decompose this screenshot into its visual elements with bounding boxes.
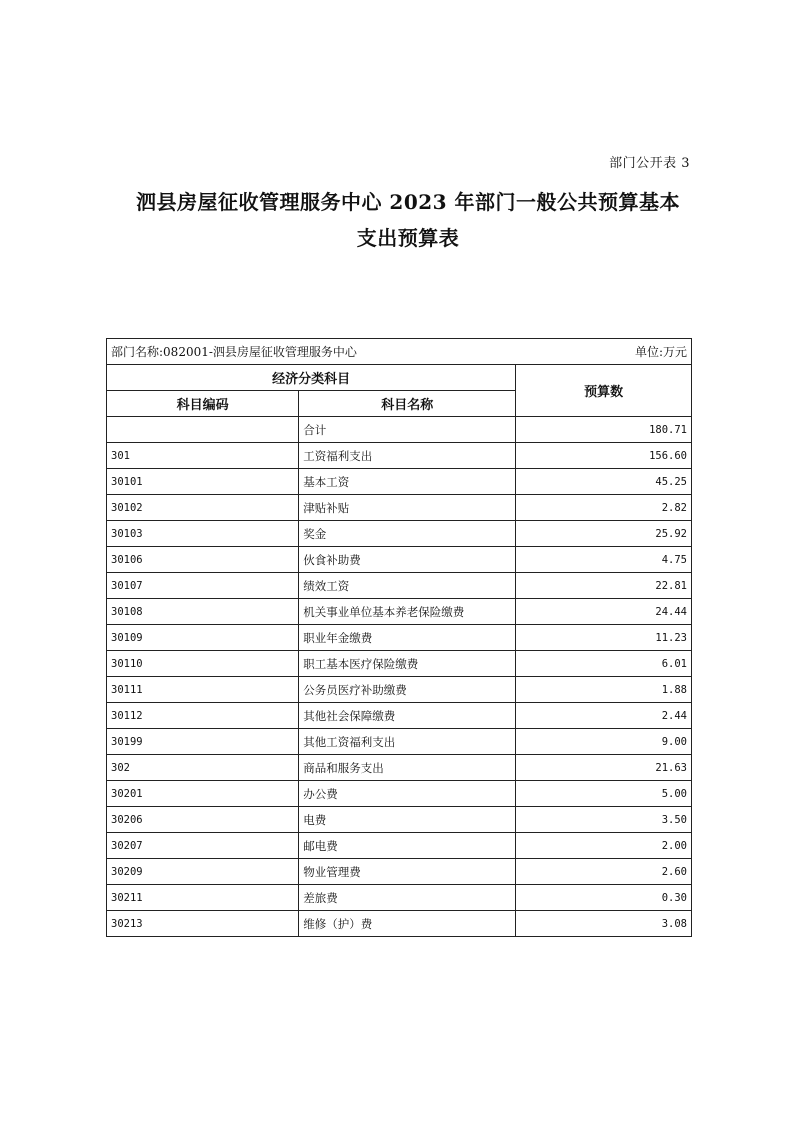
table-row [107, 729, 692, 755]
table-body [107, 339, 692, 937]
subject-name-cell: 机关事业单位基本养老保险缴费 [299, 599, 516, 625]
subject-code-cell: 30108 [107, 599, 299, 625]
table-row [107, 443, 692, 469]
subject-name-cell: 差旅费 [299, 885, 516, 911]
unit-label: 单位:万元 [634, 345, 687, 359]
table-row [107, 599, 692, 625]
economic-classification-header: 经济分类科目 [107, 365, 516, 391]
subject-code-cell: 30107 [107, 573, 299, 599]
department-name: 部门名称:082001-泗县房屋征收管理服务中心 [111, 345, 357, 359]
subject-name-cell: 公务员医疗补助缴费 [299, 677, 516, 703]
table-row [107, 469, 692, 495]
budget-amount-cell: 2.82 [516, 495, 692, 521]
subject-code-cell: 30111 [107, 677, 299, 703]
subject-code-cell: 30110 [107, 651, 299, 677]
group-header-row [107, 365, 692, 391]
subject-code-cell [107, 417, 299, 443]
subject-code-cell: 30199 [107, 729, 299, 755]
subject-name-cell: 奖金 [299, 521, 516, 547]
subject-name-cell: 其他工资福利支出 [299, 729, 516, 755]
subject-code-cell: 30106 [107, 547, 299, 573]
table-row [107, 703, 692, 729]
department-row [107, 339, 692, 365]
department-cell [107, 339, 692, 365]
table-row [107, 781, 692, 807]
table-row [107, 417, 692, 443]
subject-code-cell: 30211 [107, 885, 299, 911]
table-row [107, 755, 692, 781]
page-title: 泗县房屋征收管理服务中心 2023 年部门一般公共预算基本支出预算表 [135, 190, 681, 250]
table-row [107, 625, 692, 651]
subject-name-cell: 职业年金缴费 [299, 625, 516, 651]
budget-amount-cell: 25.92 [516, 521, 692, 547]
budget-amount-cell: 9.00 [516, 729, 692, 755]
budget-amount-cell: 11.23 [516, 625, 692, 651]
budget-amount-cell: 45.25 [516, 469, 692, 495]
budget-amount-cell: 6.01 [516, 651, 692, 677]
subject-code-header: 科目编码 [107, 391, 299, 417]
budget-amount-cell: 3.50 [516, 807, 692, 833]
subject-name-cell: 物业管理费 [299, 859, 516, 885]
table-row [107, 677, 692, 703]
subject-code-cell: 30101 [107, 469, 299, 495]
subject-code-cell: 30206 [107, 807, 299, 833]
budget-amount-cell: 2.00 [516, 833, 692, 859]
budget-amount-cell: 5.00 [516, 781, 692, 807]
table-row [107, 859, 692, 885]
budget-amount-header: 预算数 [516, 365, 692, 417]
budget-amount-cell: 2.60 [516, 859, 692, 885]
table-row [107, 573, 692, 599]
table-row [107, 833, 692, 859]
budget-amount-cell: 3.08 [516, 911, 692, 937]
subject-code-cell: 30209 [107, 859, 299, 885]
table-row [107, 521, 692, 547]
table-row [107, 547, 692, 573]
subject-name-cell: 基本工资 [299, 469, 516, 495]
subject-code-cell: 30112 [107, 703, 299, 729]
budget-amount-cell: 4.75 [516, 547, 692, 573]
subject-code-cell: 30213 [107, 911, 299, 937]
subject-name-header: 科目名称 [299, 391, 516, 417]
budget-amount-cell: 22.81 [516, 573, 692, 599]
budget-amount-cell: 21.63 [516, 755, 692, 781]
subject-name-cell: 伙食补助费 [299, 547, 516, 573]
table-row [107, 807, 692, 833]
table-label: 部门公开表 3 [609, 156, 690, 171]
subject-name-cell: 职工基本医疗保险缴费 [299, 651, 516, 677]
budget-amount-cell: 180.71 [516, 417, 692, 443]
subject-code-cell: 30103 [107, 521, 299, 547]
budget-amount-cell: 24.44 [516, 599, 692, 625]
budget-table [106, 338, 692, 937]
table-row [107, 495, 692, 521]
subject-name-cell: 津贴补贴 [299, 495, 516, 521]
subject-name-cell: 维修（护）费 [299, 911, 516, 937]
subject-name-cell: 合计 [299, 417, 516, 443]
table-row [107, 651, 692, 677]
subject-code-cell: 302 [107, 755, 299, 781]
table-row [107, 885, 692, 911]
subject-name-cell: 办公费 [299, 781, 516, 807]
budget-amount-cell: 0.30 [516, 885, 692, 911]
budget-amount-cell: 1.88 [516, 677, 692, 703]
subject-code-cell: 30109 [107, 625, 299, 651]
budget-amount-cell: 2.44 [516, 703, 692, 729]
subject-name-cell: 绩效工资 [299, 573, 516, 599]
table-row [107, 911, 692, 937]
subject-name-cell: 邮电费 [299, 833, 516, 859]
subject-code-cell: 30207 [107, 833, 299, 859]
subject-name-cell: 电费 [299, 807, 516, 833]
subject-code-cell: 30201 [107, 781, 299, 807]
subject-name-cell: 工资福利支出 [299, 443, 516, 469]
subject-name-cell: 其他社会保障缴费 [299, 703, 516, 729]
subject-name-cell: 商品和服务支出 [299, 755, 516, 781]
budget-amount-cell: 156.60 [516, 443, 692, 469]
subject-code-cell: 30102 [107, 495, 299, 521]
subject-code-cell: 301 [107, 443, 299, 469]
